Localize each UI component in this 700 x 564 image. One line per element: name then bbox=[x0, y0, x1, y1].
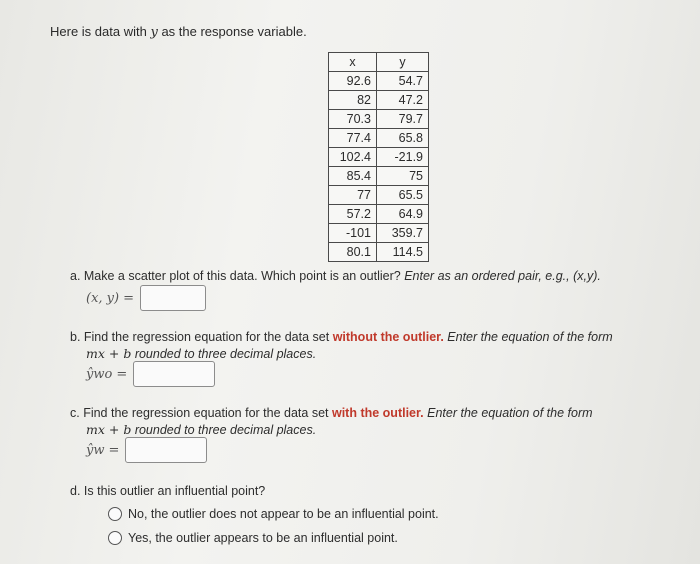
table-row bbox=[329, 91, 429, 110]
answer-c-input[interactable] bbox=[125, 437, 207, 463]
option-no[interactable] bbox=[108, 507, 439, 521]
cell-x: 92.6 bbox=[329, 72, 377, 91]
answer-b-input[interactable] bbox=[133, 361, 215, 387]
question-c bbox=[70, 406, 593, 420]
equals-sign: = bbox=[123, 290, 134, 306]
question-c-text: c. Find the regression equation for the data set bbox=[70, 406, 329, 420]
cell-x: 77 bbox=[329, 186, 377, 205]
table-row bbox=[329, 186, 429, 205]
answer-b-label-text: ŷwo bbox=[86, 366, 113, 382]
cell-y: 75 bbox=[377, 167, 429, 186]
question-b-rounding: rounded to three decimal places. bbox=[134, 347, 317, 361]
table-row bbox=[329, 72, 429, 91]
table-row bbox=[329, 129, 429, 148]
cell-x: 85.4 bbox=[329, 167, 377, 186]
table-row bbox=[329, 224, 429, 243]
cell-y: 79.7 bbox=[377, 110, 429, 129]
answer-a-label-text: (x, y) bbox=[86, 290, 120, 306]
cell-y: 65.8 bbox=[377, 129, 429, 148]
question-d-text: d. Is this outlier an influential point? bbox=[70, 484, 266, 498]
cell-y: 64.9 bbox=[377, 205, 429, 224]
question-d bbox=[70, 484, 265, 498]
option-yes[interactable] bbox=[108, 531, 398, 545]
radio-button-no[interactable] bbox=[108, 507, 122, 521]
question-b-text: b. Find the regression equation for the data set bbox=[70, 330, 330, 344]
question-b-highlight: without the outlier. bbox=[332, 330, 444, 344]
answer-a-input[interactable] bbox=[140, 285, 206, 311]
answer-a-row bbox=[86, 285, 206, 311]
cell-y: -21.9 bbox=[377, 148, 429, 167]
cell-x: 82 bbox=[329, 91, 377, 110]
equals-sign: = bbox=[108, 442, 120, 458]
radio-button-yes[interactable] bbox=[108, 531, 122, 545]
cell-x: 70.3 bbox=[329, 110, 377, 129]
answer-c-label-text: ŷw bbox=[86, 442, 105, 458]
cell-x: -101 bbox=[329, 224, 377, 243]
table-row bbox=[329, 148, 429, 167]
answer-b-row bbox=[86, 361, 215, 387]
answer-b-label bbox=[86, 367, 127, 382]
table-row bbox=[329, 110, 429, 129]
table-row bbox=[329, 205, 429, 224]
equals-sign: = bbox=[116, 366, 128, 382]
table-row bbox=[329, 243, 429, 262]
cell-y: 114.5 bbox=[377, 243, 429, 262]
column-header-y: y bbox=[377, 53, 429, 72]
question-c-highlight: with the outlier. bbox=[331, 406, 424, 420]
cell-y: 65.5 bbox=[377, 186, 429, 205]
question-c-instruction: Enter the equation of the form bbox=[427, 406, 593, 420]
answer-a-label bbox=[86, 291, 134, 306]
cell-x: 102.4 bbox=[329, 148, 377, 167]
intro-variable: y bbox=[150, 25, 158, 40]
cell-x: 57.2 bbox=[329, 205, 377, 224]
question-a-instruction: Enter as an ordered pair, e.g., (x,y). bbox=[404, 269, 601, 283]
cell-y: 359.7 bbox=[377, 224, 429, 243]
intro-text bbox=[50, 24, 307, 40]
option-yes-label[interactable]: Yes, the outlier appears to be an influential point. bbox=[128, 531, 398, 545]
data-table bbox=[328, 52, 429, 262]
answer-c-label bbox=[86, 443, 119, 458]
intro-prefix: Here is data with bbox=[50, 24, 147, 39]
cell-x: 80.1 bbox=[329, 243, 377, 262]
question-c-rounding: rounded to three decimal places. bbox=[134, 423, 317, 437]
option-no-label[interactable]: No, the outlier does not appear to be an influential point. bbox=[128, 507, 439, 521]
question-b-form: mx + b bbox=[86, 346, 132, 361]
table-header-row bbox=[329, 53, 429, 72]
question-a bbox=[70, 269, 601, 283]
intro-suffix: as the response variable. bbox=[161, 24, 307, 39]
table-row bbox=[329, 167, 429, 186]
question-b bbox=[70, 330, 613, 344]
question-b-instruction: Enter the equation of the form bbox=[447, 330, 613, 344]
cell-y: 47.2 bbox=[377, 91, 429, 110]
cell-y: 54.7 bbox=[377, 72, 429, 91]
question-b-line2 bbox=[86, 346, 316, 361]
answer-c-row bbox=[86, 437, 207, 463]
question-a-text: a. Make a scatter plot of this data. Which point is an outlier? bbox=[70, 269, 401, 283]
column-header-x: x bbox=[329, 53, 377, 72]
cell-x: 77.4 bbox=[329, 129, 377, 148]
question-c-form: mx + b bbox=[86, 422, 132, 437]
question-c-line2 bbox=[86, 422, 316, 437]
